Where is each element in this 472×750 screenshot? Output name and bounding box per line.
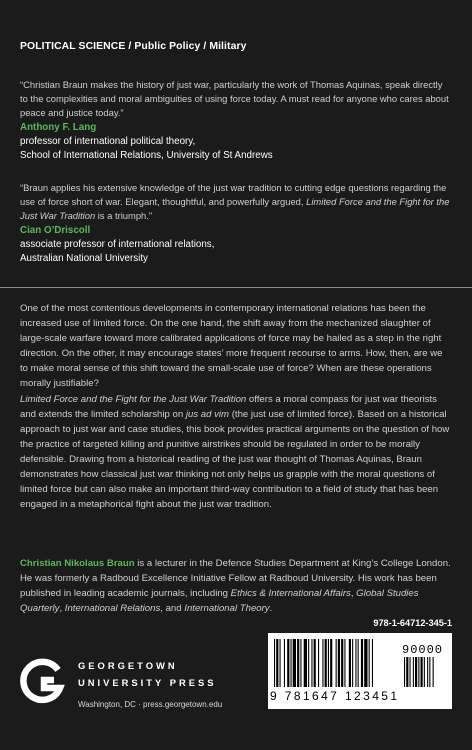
journal-name: Ethics & International Affairs	[230, 588, 351, 599]
barcode-bar	[274, 639, 275, 687]
georgetown-logo-icon	[20, 658, 66, 706]
description-paragraph-2	[20, 392, 452, 512]
barcode-digits: 9 781647 123451	[270, 689, 400, 703]
section-divider	[0, 287, 472, 288]
endorser-name: Anthony F. Lang	[20, 122, 97, 133]
barcode-addon-bar	[418, 657, 419, 687]
barcode-bar	[344, 639, 345, 687]
barcode-bar	[358, 639, 359, 687]
journal-name: International Relations	[64, 603, 161, 614]
paragraph-text: (the just use of limited force). Based on a historical approach to just war and case studies, this book provides practical arguments on the question of how the practice of targeted killing and punitive airstrikes should be regulated in order to be morally defensible. Drawing from a historical reading of the just war thought of Thomas Aquinas, Braun demonstrates how classical just war thinking not only helps us grapple with the moral questions of limited force but can also make an important third-way contribution to a field of study that has been engaged in a metaphorical fight about the just war tradition.	[20, 409, 450, 510]
barcode-bar	[341, 639, 343, 687]
quote-book-title: Limited Force and the Fight for the Just War Tradition	[20, 196, 450, 221]
endorsement-2	[20, 181, 452, 266]
barcode-bar	[364, 639, 367, 687]
barcode-bar	[349, 639, 351, 687]
barcode-bar	[308, 639, 309, 687]
isbn-number: 978-1-64712-345-1	[373, 618, 452, 628]
barcode-bar	[311, 639, 312, 687]
barcode-bar	[287, 639, 289, 687]
barcode-bar	[336, 639, 337, 687]
endorsement-quote	[20, 181, 452, 223]
barcode-bar	[300, 639, 301, 687]
latin-term: jus ad vim	[185, 409, 230, 420]
barcode-bar	[280, 639, 281, 687]
endorser-affiliation: Australian National University	[20, 253, 148, 264]
barcode-bar	[372, 639, 373, 687]
barcode-bar	[369, 639, 370, 687]
barcode-addon-bar	[413, 657, 414, 687]
barcode-bar	[328, 639, 329, 687]
barcode-addon-bar	[404, 657, 405, 687]
paragraph-text: offers a moral compass for just war theorists and extends the limited scholarship on	[20, 394, 437, 420]
barcode-bar	[297, 639, 299, 687]
barcode-addon-bar	[421, 657, 423, 687]
barcode-addon-bar	[410, 657, 411, 687]
journal-name: International Theory	[184, 603, 270, 614]
bio-text: , and	[160, 603, 185, 614]
quote-text: “Braun applies his extensive knowledge of the just war tradition to cutting edge questions regarding the use of force short of war. Elegant, thoughtful, and powerfully argued,	[20, 182, 447, 207]
barcode-bar	[284, 639, 285, 687]
barcode-bar	[338, 639, 340, 687]
endorsement-1	[20, 78, 452, 163]
barcode-addon-bar	[406, 657, 408, 687]
endorser-title: professor of international political theory,	[20, 136, 196, 147]
endorser-title: associate professor of international relations,	[20, 239, 215, 250]
barcode-bar	[352, 639, 353, 687]
bio-text: is a lecturer in the Defence Studies Department at King’s College London. He was formerly a Radboud Excellence Initiative Fellow at Radboud University. His work has been published in leading academic journals, including	[20, 558, 451, 599]
author-bio	[20, 556, 452, 616]
quote-text: is a triumph.”	[95, 210, 152, 221]
barcode-bar	[318, 639, 319, 687]
barcode-addon-bar	[433, 657, 434, 687]
publisher-name-line-2: UNIVERSITY PRESS	[78, 677, 217, 688]
endorser-name: Cian O’Driscoll	[20, 225, 91, 236]
barcode-bar	[291, 639, 292, 687]
barcode-bar	[322, 639, 323, 687]
barcode-bar	[361, 639, 363, 687]
bio-text: .	[269, 603, 273, 614]
book-title: Limited Force and the Fight for the Just War Tradition	[20, 394, 247, 405]
barcode-addon-bar	[415, 657, 417, 687]
author-name: Christian Nikolaus Braun	[20, 558, 135, 569]
barcode-bar	[325, 639, 327, 687]
barcode-addon-bar	[427, 657, 428, 687]
description-paragraph-1: One of the most contentious developments in contemporary international relations has been the increased use of limited force. On the one hand, the shift away from the mechanized slaughter of large-scale warfare toward more calibrated applications of force may be hailed as a step in the right direction. On the other, it may encourage states’ more frequent recourse to arms. How, then, are we to make moral sense of this shift toward the small-scale use of force? When are these operations morally justifiable?	[20, 303, 443, 389]
bio-text: ,	[59, 603, 65, 614]
barcode-bar	[314, 639, 316, 687]
barcode-addon-bar	[429, 657, 430, 687]
publisher-location: Washington, DC · press.georgetown.edu	[78, 700, 223, 709]
barcode-bar	[276, 639, 278, 687]
price-code: 90000	[402, 643, 444, 657]
journal-name: Global Studies Quarterly	[20, 588, 419, 614]
barcode-bar	[304, 639, 307, 687]
bio-text: ,	[350, 588, 357, 599]
publisher-name-line-1: GEORGETOWN	[78, 660, 178, 671]
barcode-bar	[293, 639, 296, 687]
endorser-affiliation: School of International Relations, University of St Andrews	[20, 150, 273, 161]
subject-category: POLITICAL SCIENCE / Public Policy / Military	[20, 41, 247, 52]
barcode-bar	[330, 639, 332, 687]
endorsement-quote: “Christian Braun makes the history of just war, particularly the work of Thomas Aquinas, speak directly to the complexities and moral ambiguities of using force today. A must read for anyone who cares about peace and justice today.”	[20, 79, 449, 118]
barcode-addon-bar	[424, 657, 425, 687]
barcode-bar	[355, 639, 356, 687]
